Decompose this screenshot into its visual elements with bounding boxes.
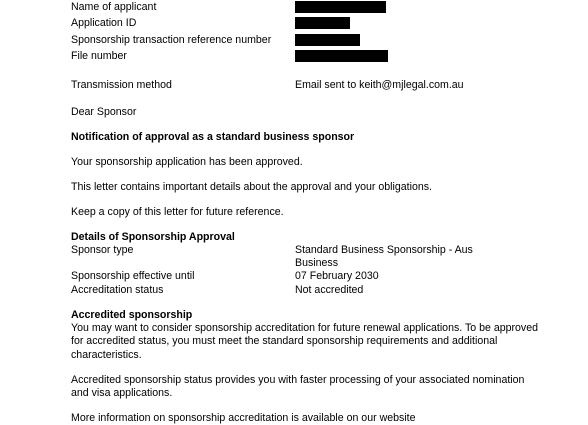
accreditation-status-value: Not accredited: [295, 284, 364, 296]
transaction-ref-row: [71, 33, 541, 47]
accredited-paragraph-1: You may want to consider sponsorship accreditation for future renewal applications. To be approved for accredited status, you must meet the standard sponsorship requirements and additional characteristics.: [71, 322, 538, 361]
letter-heading: Notification of approval as a standard business sponsor: [71, 131, 355, 143]
applicant-name-row: [71, 0, 541, 14]
applicant-name-label: Name of applicant: [71, 1, 157, 13]
transmission-label: Transmission method: [71, 79, 172, 91]
accredited-heading: Accredited sponsorship: [71, 309, 193, 321]
redaction-bar: [295, 34, 360, 46]
effective-until-label: Sponsorship effective until: [71, 270, 195, 282]
details-paragraph: This letter contains important details about the approval and your obligations.: [71, 181, 432, 193]
accreditation-status-label: Accreditation status: [71, 284, 164, 296]
details-heading: Details of Sponsorship Approval: [71, 231, 235, 243]
effective-until-row: [71, 270, 541, 284]
accredited-paragraph-2: Accredited sponsorship status provides you with faster processing of your associated nomination and visa applications.: [71, 374, 525, 400]
application-id-label: Application ID: [71, 17, 137, 29]
redaction-bar: [295, 1, 386, 13]
salutation: Dear Sponsor: [71, 106, 137, 118]
redaction-bar: [295, 50, 388, 62]
file-number-row: [71, 49, 541, 63]
transmission-row: [71, 78, 541, 92]
effective-until-value: 07 February 2030: [295, 270, 379, 282]
accredited-paragraph-3: More information on sponsorship accreditation is available on our website: [71, 412, 416, 424]
file-number-label: File number: [71, 50, 127, 62]
keep-copy-paragraph: Keep a copy of this letter for future reference.: [71, 206, 284, 218]
sponsor-type-value: Standard Business Sponsorship - Aus Business: [295, 244, 473, 270]
sponsor-type-row: [71, 244, 541, 271]
application-id-row: [71, 16, 541, 30]
sponsor-type-label: Sponsor type: [71, 244, 134, 256]
transmission-value: Email sent to keith@mjlegal.com.au: [295, 79, 464, 91]
transaction-ref-label: Sponsorship transaction reference number: [71, 34, 272, 46]
approval-paragraph: Your sponsorship application has been approved.: [71, 156, 303, 168]
accreditation-status-row: [71, 284, 541, 298]
redaction-bar: [295, 17, 350, 29]
